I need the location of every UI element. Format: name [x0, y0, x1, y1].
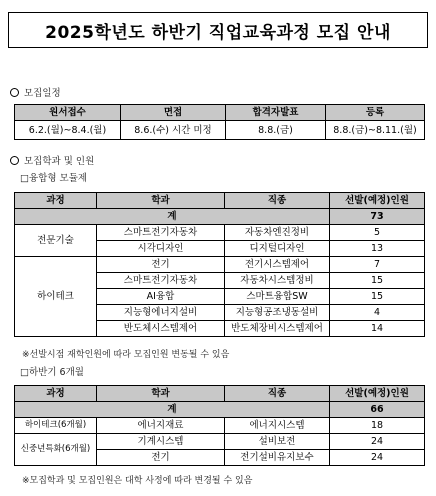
count-cell: 18 [330, 418, 425, 434]
count-cell: 24 [330, 434, 425, 450]
schedule-value-announcement: 8.8.(금) [226, 121, 326, 140]
job-cell: 전기시스템제어 [225, 257, 330, 273]
header-course: 과정 [15, 193, 97, 209]
count-cell: 7 [330, 257, 425, 273]
schedule-header-announcement: 합격자발표 [226, 105, 326, 121]
half-year-table [14, 385, 425, 466]
header-count: 선발(예정)인원 [330, 386, 425, 402]
converged-module-label: □융합형 모듈제 [20, 173, 88, 184]
dept-cell: 시각디자인 [97, 241, 225, 257]
dept-cell: 에너지재료 [97, 418, 225, 434]
header-course: 과정 [15, 386, 97, 402]
schedule-header-application: 원서접수 [15, 105, 121, 121]
programs-total-row [15, 209, 425, 225]
header-dept: 학과 [97, 386, 225, 402]
course-cell: 신중년특화(6개월) [15, 434, 97, 466]
schedule-heading: 모집일정 [10, 85, 61, 99]
job-cell: 에너지시스템 [225, 418, 330, 434]
header-count: 선발(예정)인원 [330, 193, 425, 209]
schedule-header-row [15, 105, 425, 121]
count-cell: 15 [330, 289, 425, 305]
job-cell: 반도체장비시스템제어 [225, 321, 330, 337]
count-cell: 4 [330, 305, 425, 321]
header-dept: 학과 [97, 193, 225, 209]
total-label: 계 [15, 402, 330, 418]
dept-cell: AI융합 [97, 289, 225, 305]
job-cell: 자동차시스템정비 [225, 273, 330, 289]
half-year-label: □하반기 6개월 [20, 367, 84, 378]
schedule-value-row [15, 121, 425, 140]
schedule-table [14, 104, 425, 140]
table-row [15, 257, 425, 273]
circle-bullet-icon [10, 88, 19, 97]
programs-table [14, 192, 425, 337]
course-cell: 하이테크(6개월) [15, 418, 97, 434]
count-cell: 15 [330, 273, 425, 289]
job-cell: 전기설비유지보수 [225, 450, 330, 466]
table-row [15, 225, 425, 241]
job-cell: 스마트융합SW [225, 289, 330, 305]
count-cell: 13 [330, 241, 425, 257]
dept-cell: 전기 [97, 450, 225, 466]
count-cell: 14 [330, 321, 425, 337]
job-cell: 디지털디자인 [225, 241, 330, 257]
dept-cell: 지능형에너지설비 [97, 305, 225, 321]
count-cell: 24 [330, 450, 425, 466]
table-row [15, 434, 425, 450]
programs-heading: 모집학과 및 인원 [10, 153, 94, 167]
job-cell: 지능형공조냉동설비 [225, 305, 330, 321]
schedule-header-registration: 등록 [326, 105, 425, 121]
total-value: 66 [330, 402, 425, 418]
schedule-header-interview: 면접 [121, 105, 226, 121]
job-cell: 설비보전 [225, 434, 330, 450]
circle-bullet-icon [10, 156, 19, 165]
programs-header-row [15, 193, 425, 209]
half-year-note: ※모집학과 및 모집인원은 대학 사정에 따라 변경될 수 있음 [22, 476, 253, 486]
total-label: 계 [15, 209, 330, 225]
course-cell: 하이테크 [15, 257, 97, 337]
header-job: 직종 [225, 193, 330, 209]
total-value: 73 [330, 209, 425, 225]
half-year-total-row [15, 402, 425, 418]
schedule-value-interview: 8.6.(수) 시간 미정 [121, 121, 226, 140]
page-title: 2025학년도 하반기 직업교육과정 모집 안내 [8, 12, 428, 48]
schedule-value-registration: 8.8.(금)~8.11.(월) [326, 121, 425, 140]
course-cell: 전문기술 [15, 225, 97, 257]
dept-cell: 스마트전기자동차 [97, 225, 225, 241]
schedule-value-application: 6.2.(월)~8.4.(월) [15, 121, 121, 140]
dept-cell: 기계시스템 [97, 434, 225, 450]
count-cell: 5 [330, 225, 425, 241]
programs-note: ※선발시점 재학인원에 따라 모집인원 변동될 수 있음 [22, 350, 230, 360]
dept-cell: 스마트전기자동차 [97, 273, 225, 289]
half-year-header-row [15, 386, 425, 402]
table-row [15, 418, 425, 434]
dept-cell: 반도체시스템제어 [97, 321, 225, 337]
job-cell: 자동차엔진정비 [225, 225, 330, 241]
header-job: 직종 [225, 386, 330, 402]
dept-cell: 전기 [97, 257, 225, 273]
